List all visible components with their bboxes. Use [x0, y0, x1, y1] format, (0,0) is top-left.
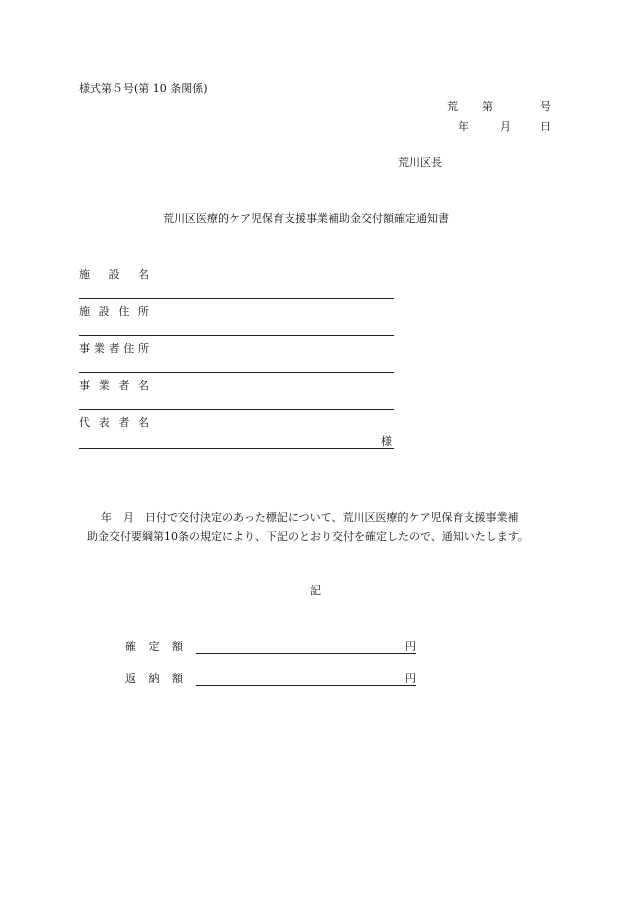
field-label-business-name: 事 業 者 名 — [79, 379, 149, 392]
refund-amount-unit: 円 — [405, 672, 416, 685]
body-line-2: 助金交付要綱第10条の規定により、下記のとおり交付を確定したので、通知いたします。 — [87, 530, 529, 543]
doc-number-dai: 第 — [482, 100, 493, 113]
form-number: 様式第５号(第 10 条関係) — [79, 82, 208, 95]
confirmed-amount-unit: 円 — [405, 640, 416, 653]
date-year: 年 — [458, 120, 469, 133]
facility-name-line — [79, 298, 394, 299]
ki-heading: 記 — [310, 584, 321, 597]
refund-amount-line — [196, 685, 416, 686]
field-label-facility-name: 施 設 名 — [79, 268, 149, 281]
representative-name-line — [79, 448, 394, 449]
field-label-facility-address: 施 設 住 所 — [79, 305, 149, 318]
amount-label-confirmed: 確 定 額 — [125, 640, 183, 653]
honorific: 様 — [381, 435, 392, 448]
doc-number-prefix: 荒 — [447, 100, 458, 113]
field-label-representative-name: 代 表 者 名 — [79, 416, 149, 429]
business-name-line — [79, 409, 394, 410]
confirmed-amount-line — [196, 653, 416, 654]
issuer: 荒川区長 — [398, 156, 442, 169]
doc-number-go: 号 — [540, 100, 551, 113]
body-line-1: 年 月 日付で交付決定のあった標記について、荒川区医療的ケア児保育支援事業補 — [79, 511, 519, 524]
document-title: 荒川区医療的ケア児保育支援事業補助金交付額確定通知書 — [163, 212, 449, 225]
date-day: 日 — [540, 120, 551, 133]
date-month: 月 — [500, 120, 511, 133]
amount-label-refund: 返 納 額 — [125, 672, 183, 685]
business-address-line — [79, 372, 394, 373]
facility-address-line — [79, 335, 394, 336]
field-label-business-address: 事 業 者 住 所 — [79, 342, 149, 355]
